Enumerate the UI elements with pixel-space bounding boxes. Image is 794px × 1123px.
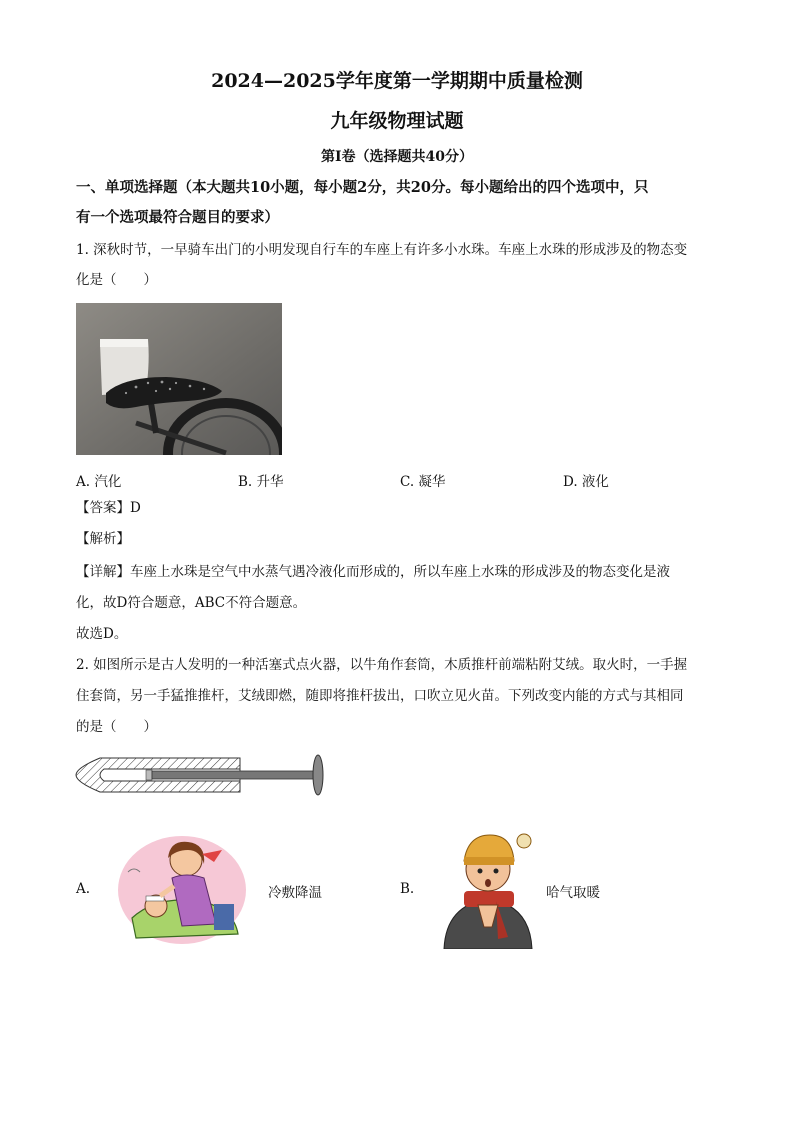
section-heading-line2: 有一个选项最符合题目的要求） [76,209,279,226]
q1-answer: 【答案】D [76,500,141,516]
q2-option-a-caption: 冷敷降温 [268,885,322,901]
q2-stem-line2: 住套筒，另一手猛推推杆，艾绒即燃，随即将推杆拔出，口吹立见火苗。下列改变内能的方式与其相同 [76,688,684,704]
breath-warming-illustration [438,827,538,949]
bicycle-seat-photo [76,303,282,455]
q1-stem-line2: 化是（ ） [76,272,157,288]
q1-option-c: C. 凝华 [400,474,446,490]
q2-stem-line1: 2. 如图所示是古人发明的一种活塞式点火器，以牛角作套筒，木质推杆前端粘附艾绒。取火时，一手握 [76,657,688,673]
cold-compress-illustration [118,834,246,944]
exam-subtitle: 九年级物理试题 [330,110,464,132]
section-heading-line1: 一、单项选择题（本大题共10小题，每小题2分，共20分。每小题给出的四个选项中，只 [76,179,649,196]
q1-option-a: A. 汽化 [76,474,122,490]
q2-option-b-letter: B. [400,881,415,897]
q2-stem-line3: 的是（ ） [76,719,157,735]
q1-detail-line2: 化，故D符合题意，ABC不符合题意。 [76,595,307,611]
q1-option-b: B. 升华 [238,474,284,490]
q1-stem-line1: 1. 深秋时节，一早骑车出门的小明发现自行车的车座上有许多小水珠。车座上水珠的形成涉及的物态变 [76,242,688,258]
exam-title: 2024—2025学年度第一学期期中质量检测 [211,70,583,92]
fire-piston-diagram [74,752,326,798]
q1-detail-line1: 【详解】车座上水珠是空气中水蒸气遇冷液化而形成的，所以车座上水珠的形成涉及的物态变化是液 [76,564,670,580]
volume-heading: 第Ⅰ卷（选择题共40分） [320,149,474,165]
q2-option-b-caption: 哈气取暖 [546,885,600,901]
q1-option-d: D. 液化 [563,474,609,490]
q1-analysis-label: 【解析】 [76,531,130,547]
q2-option-a-letter: A. [76,881,91,897]
q1-conclusion: 故选D。 [76,626,128,642]
